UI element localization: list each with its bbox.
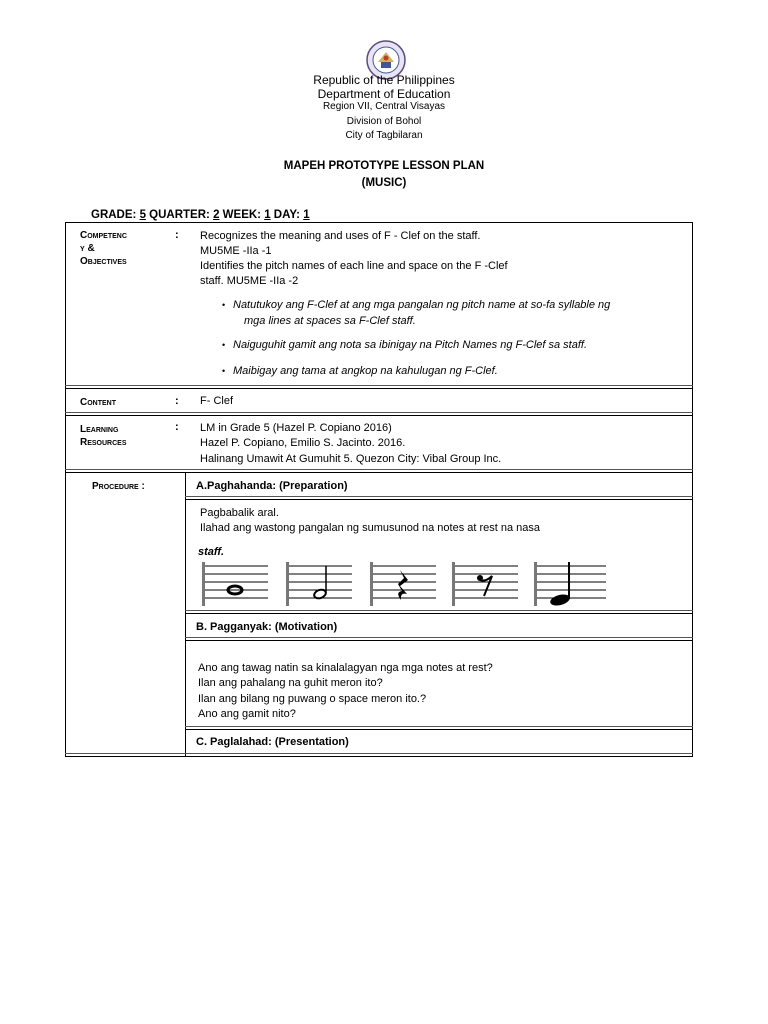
document-subject: (MUSIC) [361,177,407,189]
competency-label: Competenc y & Objectives [80,230,127,267]
objective-bullet-2: • Naiguguhit gamit ang nota sa ibinigay na Pitch Names ng F-Clef sa staff. [222,339,588,351]
header-city: City of Tagbilaran [345,130,423,141]
content-colon: : [175,395,179,407]
header-region: Region VII, Central Visayas [322,101,446,112]
content-value: F- Clef [200,395,233,407]
quarter-note-icon [534,562,606,606]
grade-value: 5 [139,209,146,221]
resources-line-2: Hazel P. Copiano, Emilio S. Jacinto. 2016. [200,437,406,449]
objective-bullet-1: • Natutukoy ang F-Clef at ang mga pangalan ng pitch name at so-fa syllable ng mga lines at spaces sa F-Clef staff. [222,299,611,327]
competency-line-4: staff. MU5ME -IIa -2 [200,275,299,287]
motivation-question-1: Ano ang tawag natin sa kinalalagyan nga mga notes at rest? [198,662,493,674]
objective-bullet-3: • Maibigay ang tama at angkop na kahulugan ng F-Clef. [222,365,498,377]
header-division: Division of Bohol [346,116,422,127]
header-republic: Republic of the Philippines [313,73,455,87]
competency-line-2: MU5ME -IIa -1 [200,245,272,257]
resources-colon: : [175,421,179,433]
resources-label: Learning Resources [80,424,127,448]
week-value: 1 [264,209,271,221]
resources-line-1: LM in Grade 5 (Hazel P. Copiano 2016) [200,422,392,434]
competency-line-1: Recognizes the meaning and uses of F - Clef on the staff. [200,230,481,242]
document-title: MAPEH PROTOTYPE LESSON PLAN [283,160,485,172]
whole-note-icon [202,562,268,606]
grade-quarter-week-day: GRADE: 5 QUARTER: 2 WEEK: 1 DAY: 1 [91,209,310,221]
preparation-line-2: Ilahad ang wastong pangalan ng sumusunod na notes at rest na nasa [200,522,541,534]
day-value: 1 [303,209,310,221]
preparation-heading: A.Paghahanda: (Preparation) [196,480,348,492]
resources-line-3: Halinang Umawit At Gumuhit 5. Quezon City: Vibal Group Inc. [200,453,502,465]
motivation-question-3: Ilan ang bilang ng puwang o space meron ito.? [198,693,427,705]
procedure-label: Procedure : [92,481,145,492]
content-label: Content [80,397,116,408]
quarter-value: 2 [213,209,220,221]
motivation-question-2: Ilan ang pahalang na guhit meron ito? [198,677,383,689]
eighth-rest-icon [452,562,518,606]
motivation-heading: B. Pagganyak: (Motivation) [196,621,338,633]
presentation-heading: C. Paglalahad: (Presentation) [196,736,349,748]
header-department: Department of Education [317,87,451,101]
quarter-rest-icon [370,562,436,606]
half-note-icon [286,562,352,606]
competency-colon: : [175,229,179,241]
competency-line-3: Identifies the pitch names of each line and space on the F -Clef [200,260,508,272]
motivation-question-4: Ano ang gamit nito? [198,708,296,720]
preparation-line-3: staff. [198,546,225,558]
preparation-line-1: Pagbabalik aral. [200,507,279,519]
